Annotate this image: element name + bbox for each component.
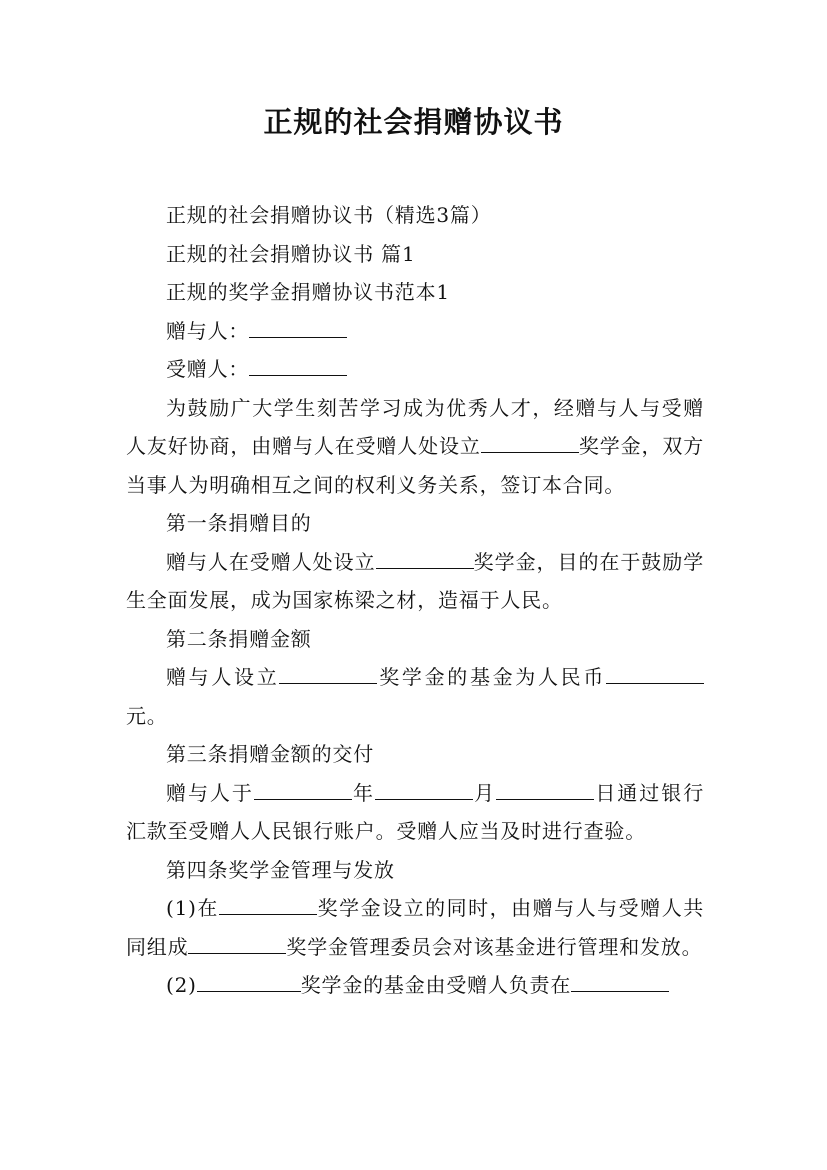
paragraph-text: 奖学金的基金由受赠人负责在 bbox=[300, 973, 572, 997]
donee-label: 受赠人： bbox=[166, 357, 250, 381]
paragraph bbox=[126, 889, 704, 966]
paragraph-text: 年 bbox=[351, 780, 376, 805]
paragraph bbox=[126, 966, 704, 1005]
month-blank bbox=[375, 777, 473, 800]
paragraph-text: 月 bbox=[473, 780, 497, 805]
paragraph bbox=[126, 543, 704, 620]
paragraph-text: 奖学金，双方当事人为明确相互之间的权利义务关系，签订本合同。 bbox=[126, 434, 704, 497]
paragraph-text: 元。 bbox=[126, 703, 168, 728]
donor-line bbox=[126, 312, 704, 351]
donor-label: 赠与人： bbox=[166, 318, 250, 343]
section-heading bbox=[126, 851, 704, 890]
section-heading bbox=[126, 504, 704, 543]
paragraph-text: 奖学金的基金为人民币 bbox=[377, 665, 606, 689]
scholarship-name-blank bbox=[279, 661, 377, 684]
document-body bbox=[126, 196, 704, 1005]
paragraph bbox=[126, 389, 704, 505]
heading-text: 第三条捐赠金额的交付 bbox=[166, 742, 374, 766]
donor-blank bbox=[249, 315, 347, 338]
donee-line bbox=[126, 350, 704, 389]
year-blank bbox=[254, 777, 352, 800]
paragraph-text: 奖学金管理委员会对该基金进行管理和发放。 bbox=[286, 934, 703, 959]
amount-blank bbox=[606, 661, 704, 684]
paragraph-text: 赠与人设立 bbox=[166, 665, 280, 689]
scholarship-name-blank bbox=[197, 969, 301, 992]
bank-blank bbox=[571, 969, 669, 992]
paragraph-text: 正规的社会捐赠协议书（精选3篇） bbox=[166, 203, 492, 227]
paragraph-text: 赠与人在受赠人处设立 bbox=[166, 549, 376, 574]
paragraph-text: 正规的奖学金捐赠协议书范本1 bbox=[166, 280, 450, 304]
scholarship-name-blank bbox=[481, 430, 579, 453]
paragraph bbox=[126, 235, 704, 274]
paragraph-text: 为鼓励广大学生刻苦学习成为优秀人才，经赠与人与受赠人友好协商，由赠与人在受赠人处设立 bbox=[126, 395, 704, 458]
paragraph bbox=[126, 658, 704, 735]
committee-name-blank bbox=[188, 931, 286, 954]
section-heading bbox=[126, 735, 704, 774]
paragraph-text: 奖学金，目的在于鼓励学生全面发展，成为国家栋梁之材，造福于人民。 bbox=[126, 549, 705, 612]
paragraph bbox=[126, 196, 704, 235]
section-heading bbox=[126, 620, 704, 659]
heading-text: 第四条奖学金管理与发放 bbox=[166, 857, 395, 882]
donee-blank bbox=[249, 353, 347, 376]
paragraph bbox=[126, 273, 704, 312]
heading-text: 第一条捐赠目的 bbox=[166, 511, 312, 535]
paragraph-text: 日通过银行汇款至受赠人人民银行账户。受赠人应当及时进行查验。 bbox=[126, 780, 704, 843]
paragraph-text: 正规的社会捐赠协议书 篇1 bbox=[166, 241, 416, 266]
day-blank bbox=[496, 777, 594, 800]
scholarship-name-blank bbox=[219, 892, 317, 915]
scholarship-name-blank bbox=[376, 546, 474, 569]
paragraph bbox=[126, 774, 704, 851]
document-title: 正规的社会捐赠协议书 bbox=[263, 105, 564, 139]
paragraph-text: (2) bbox=[166, 973, 197, 997]
paragraph-text: (1)在 bbox=[166, 896, 219, 920]
heading-text: 第二条捐赠金额 bbox=[166, 626, 312, 651]
paragraph-text: 赠与人于 bbox=[166, 780, 254, 805]
paragraph-text: 奖学金设立的同时，由赠与人与受赠人共同组成 bbox=[126, 896, 704, 959]
